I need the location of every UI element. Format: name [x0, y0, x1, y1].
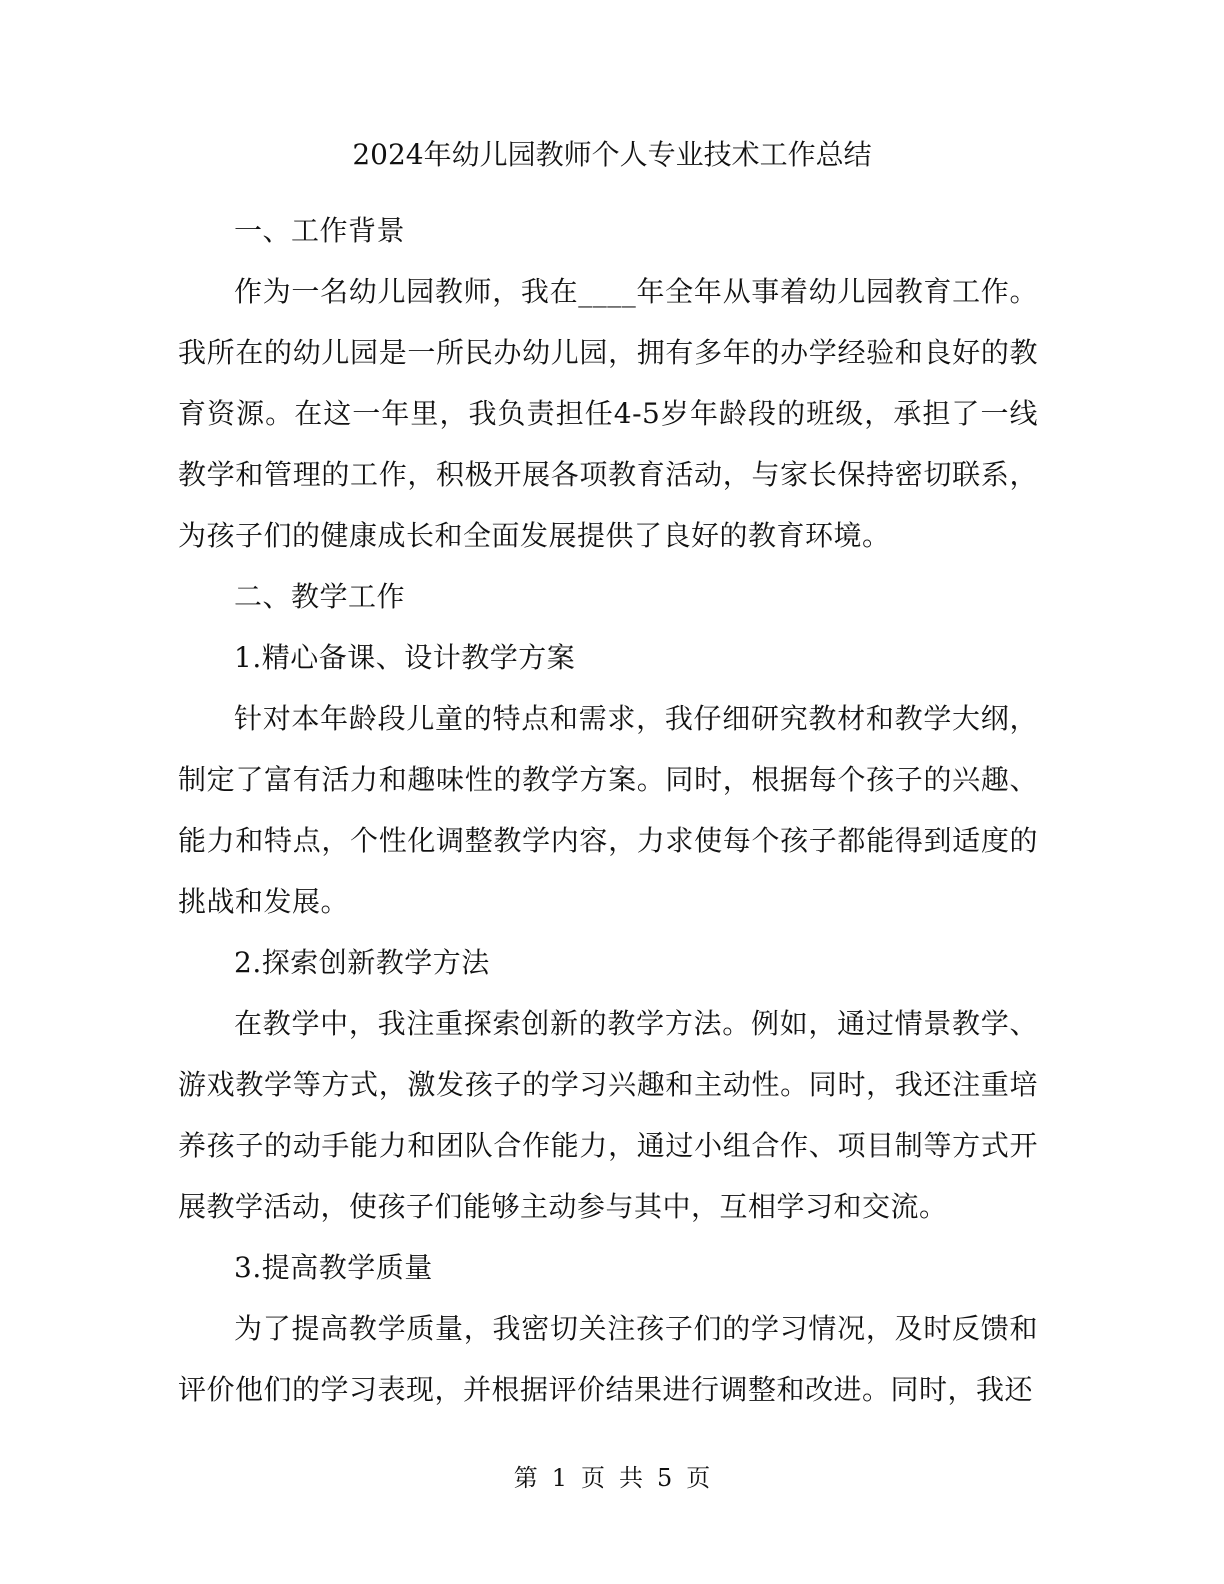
page-footer	[0, 1463, 1224, 1493]
paragraph-lesson-prep: 针对本年龄段儿童的特点和需求，我仔细研究教材和教学大纲，制定了富有活力和趣味性的教学方案。同时，根据每个孩子的兴趣、能力和特点，个性化调整教学内容，力求使每个孩子都能得到适度的挑战和发展。	[178, 702, 1038, 918]
footer-total-word: 共	[619, 1464, 643, 1492]
total-pages: 5	[657, 1464, 673, 1492]
document-body	[178, 200, 1038, 1420]
footer-suffix: 页	[686, 1464, 711, 1492]
section-heading-teaching: 二、教学工作	[234, 580, 406, 613]
page-number: 1	[551, 1464, 567, 1492]
footer-page-word: 页	[581, 1464, 605, 1492]
subheading-lesson-prep: 1.精心备课、设计教学方案	[234, 641, 576, 674]
section-heading-background: 一、工作背景	[234, 214, 406, 247]
paragraph-background: 作为一名幼儿园教师，我在____年全年从事着幼儿园教育工作。我所在的幼儿园是一所民办幼儿园，拥有多年的办学经验和良好的教育资源。在这一年里，我负责担任4-5岁年龄段的班级，承担了一线教学和管理的工作，积极开展各项教育活动，与家长保持密切联系，为孩子们的健康成长和全面发展提供了良好的教育环境。	[178, 275, 1038, 552]
subheading-quality: 3.提高教学质量	[234, 1251, 433, 1284]
footer-prefix: 第	[513, 1464, 538, 1492]
paragraph-innovation: 在教学中，我注重探索创新的教学方法。例如，通过情景教学、游戏教学等方式，激发孩子的学习兴趣和主动性。同时，我还注重培养孩子的动手能力和团队合作能力，通过小组合作、项目制等方式开展教学活动，使孩子们能够主动参与其中，互相学习和交流。	[178, 1007, 1038, 1223]
subheading-innovation: 2.探索创新教学方法	[234, 946, 490, 979]
document-title: 2024年幼儿园教师个人专业技术工作总结	[352, 138, 872, 171]
paragraph-quality: 为了提高教学质量，我密切关注孩子们的学习情况，及时反馈和评价他们的学习表现，并根据评价结果进行调整和改进。同时，我还	[178, 1312, 1038, 1406]
